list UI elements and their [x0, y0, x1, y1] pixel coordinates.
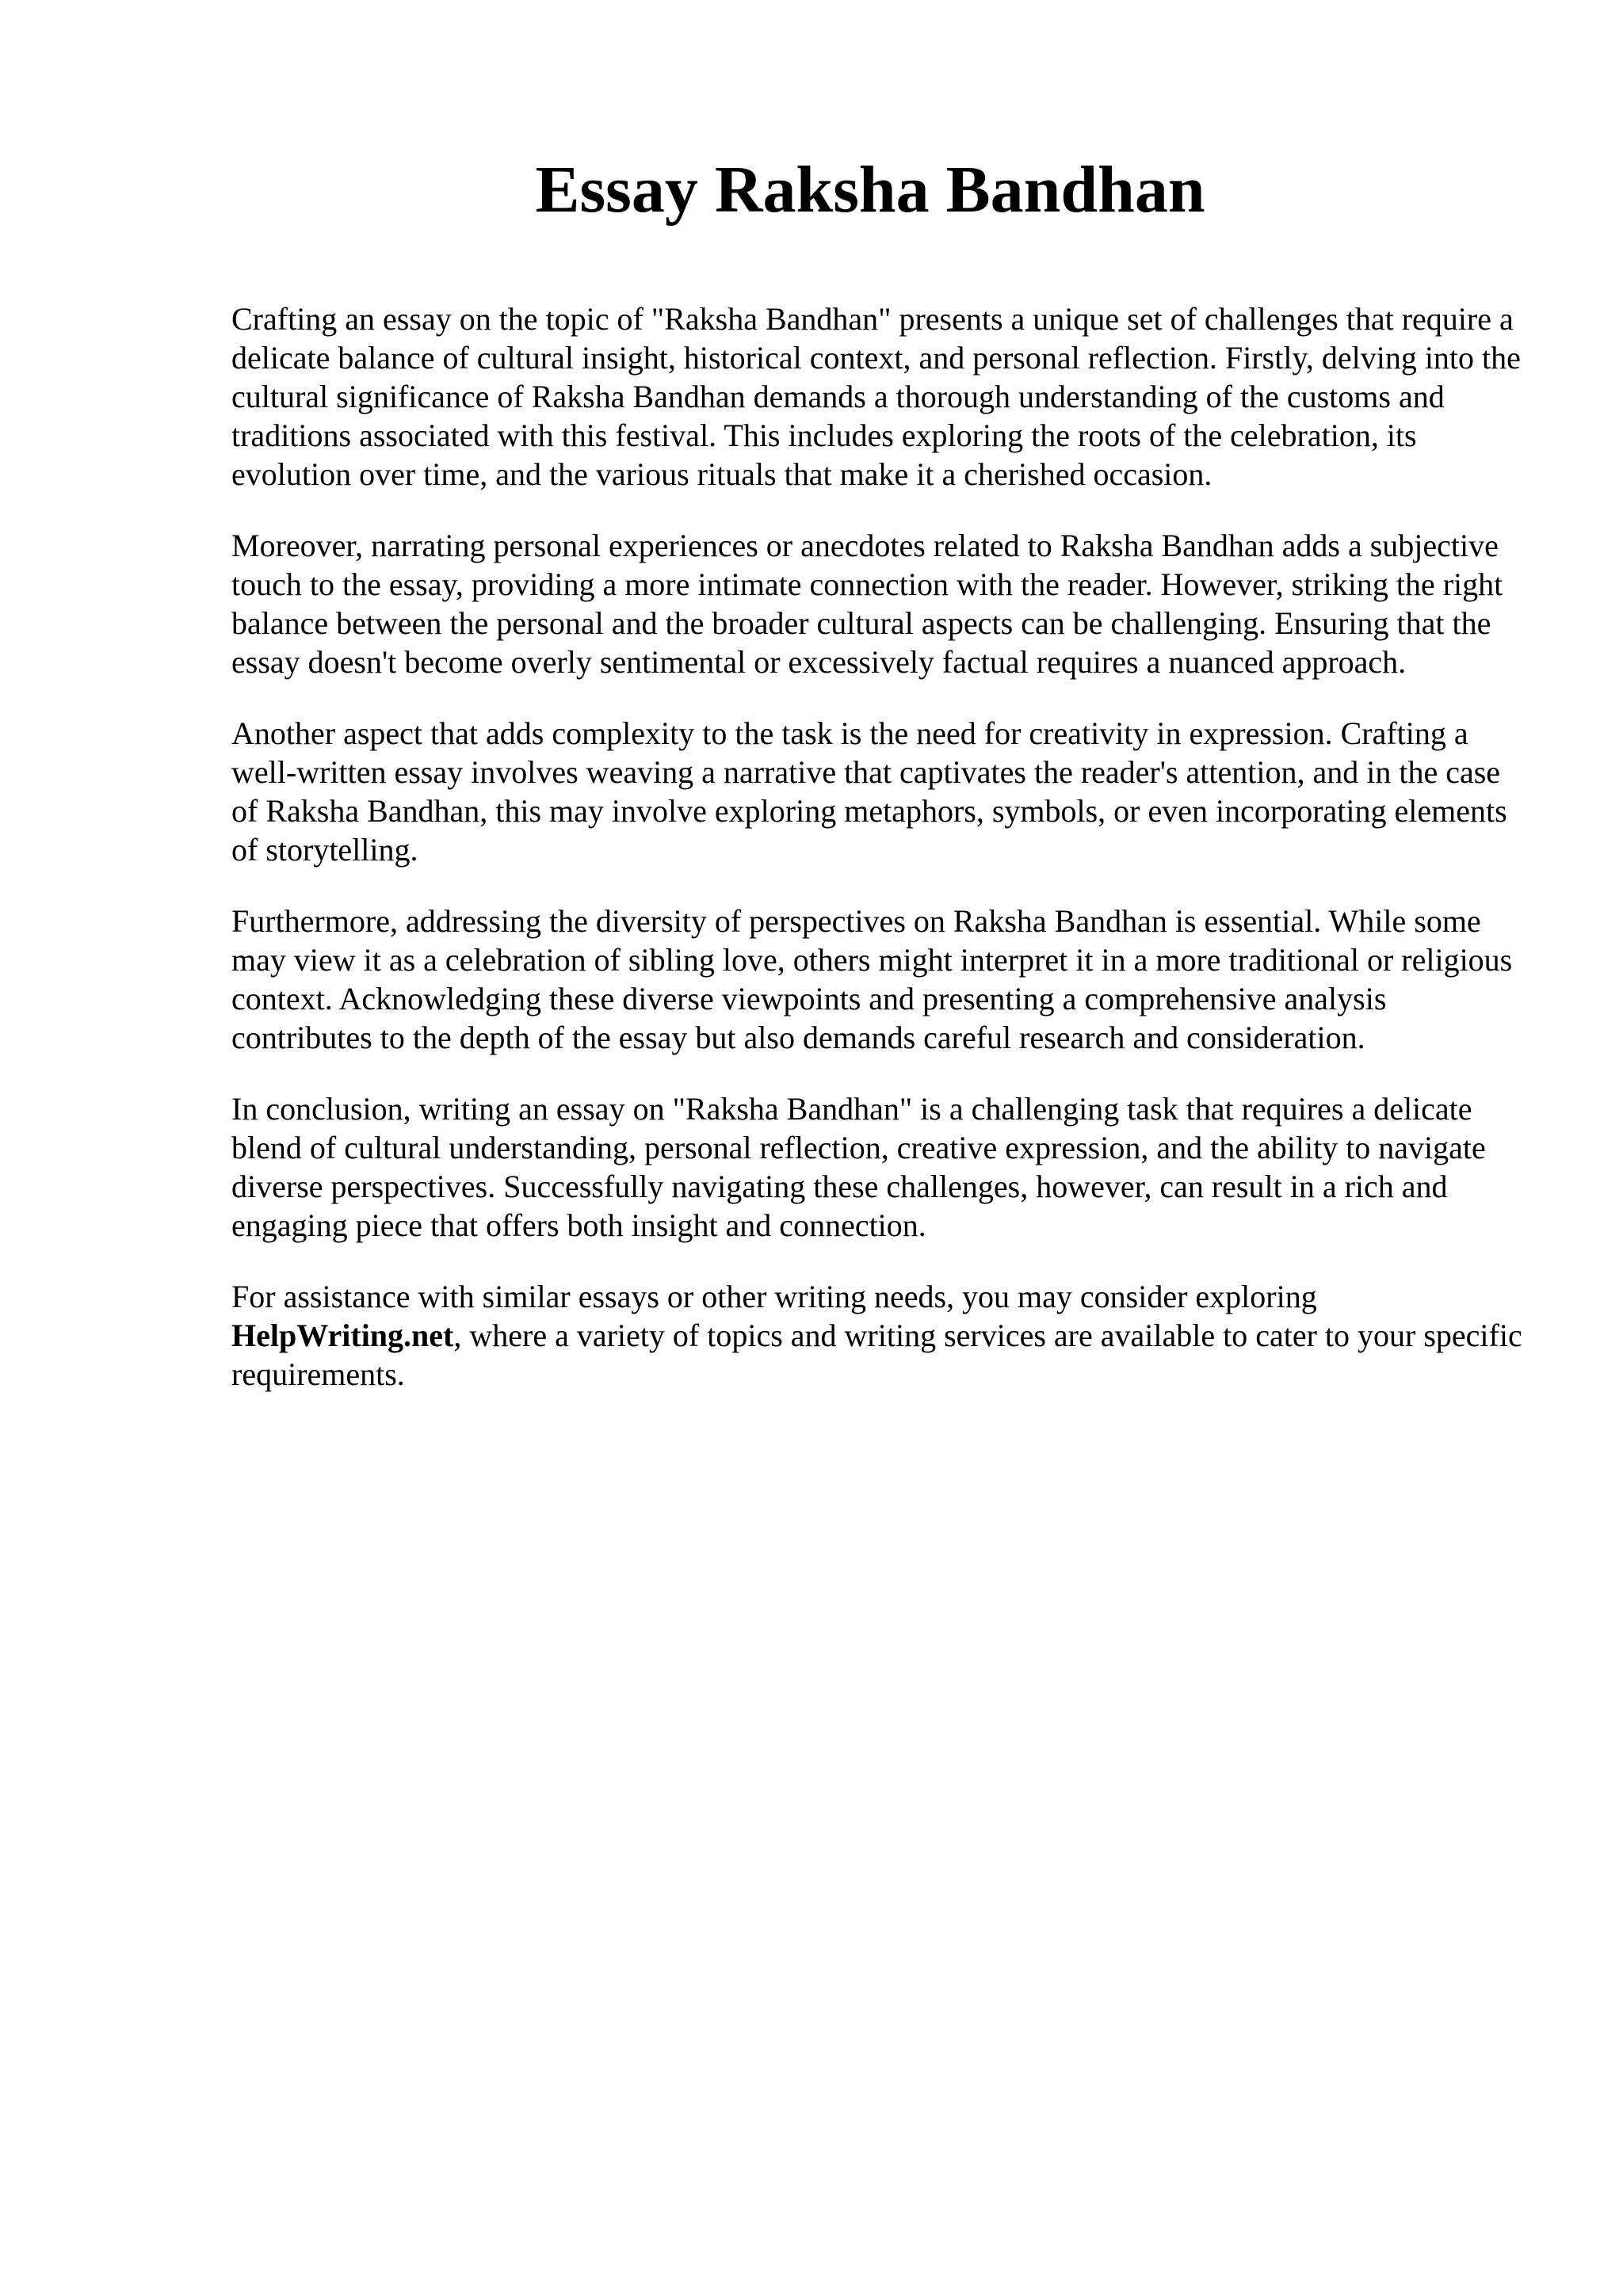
paragraph-personal: Moreover, narrating personal experiences or anecdotes related to Raksha Bandhan adds a subjective touch to the essay, providing a more intimate connection with the reader. However, striking the right balance between the personal and the broader cultural aspects can be challenging. Ensuring that the essay doesn't become overly sentimental or excessively factual requires a nuanced approach.: [231, 528, 1503, 680]
paragraph-intro: Crafting an essay on the topic of "Raksha Bandhan" presents a unique set of challenges that require a delicate balance of cultural insight, historical context, and personal reflection. Firstly, delving into the cultural significance of Raksha Bandhan demands a thorough understanding of the customs and traditions associated with this festival. This includes exploring the roots of the celebration, its evolution over time, and the various rituals that make it a cherished occasion.: [231, 301, 1521, 492]
document-body: [231, 299, 1531, 1426]
paragraph-creativity: Another aspect that adds complexity to the task is the need for creativity in expression. Crafting a well-written essay involves weaving a narrative that captivates the reader's attention, and in the case of Raksha Bandhan, this may involve exploring metaphors, symbols, or even incorporating elements of storytelling.: [231, 715, 1507, 868]
closing-intro-text: For assistance with similar essays or other writing needs, you may consider exploring: [231, 1279, 1317, 1314]
document-title: Essay Raksha Bandhan: [535, 153, 1205, 227]
closing-rest-text: , where a variety of topics and writing services are available to cater to your specific requirements.: [231, 1318, 1522, 1392]
paragraph-closing: [231, 1277, 1531, 1394]
paragraph-perspectives: Furthermore, addressing the diversity of perspectives on Raksha Bandhan is essential. While some may view it as a celebration of sibling love, others might interpret it in a more traditional or religious context. Acknowledging these diverse viewpoints and presenting a comprehensive analysis contributes to the depth of the essay but also demands careful research and consideration.: [231, 903, 1513, 1055]
helpwriting-link[interactable]: HelpWriting.net: [231, 1318, 454, 1353]
paragraph-conclusion: In conclusion, writing an essay on "Raksha Bandhan" is a challenging task that requires a delicate blend of cultural understanding, personal reflection, creative expression, and the ability to navigate diverse perspectives. Successfully navigating these challenges, however, can result in a rich and engaging piece that offers both insight and connection.: [231, 1091, 1486, 1243]
